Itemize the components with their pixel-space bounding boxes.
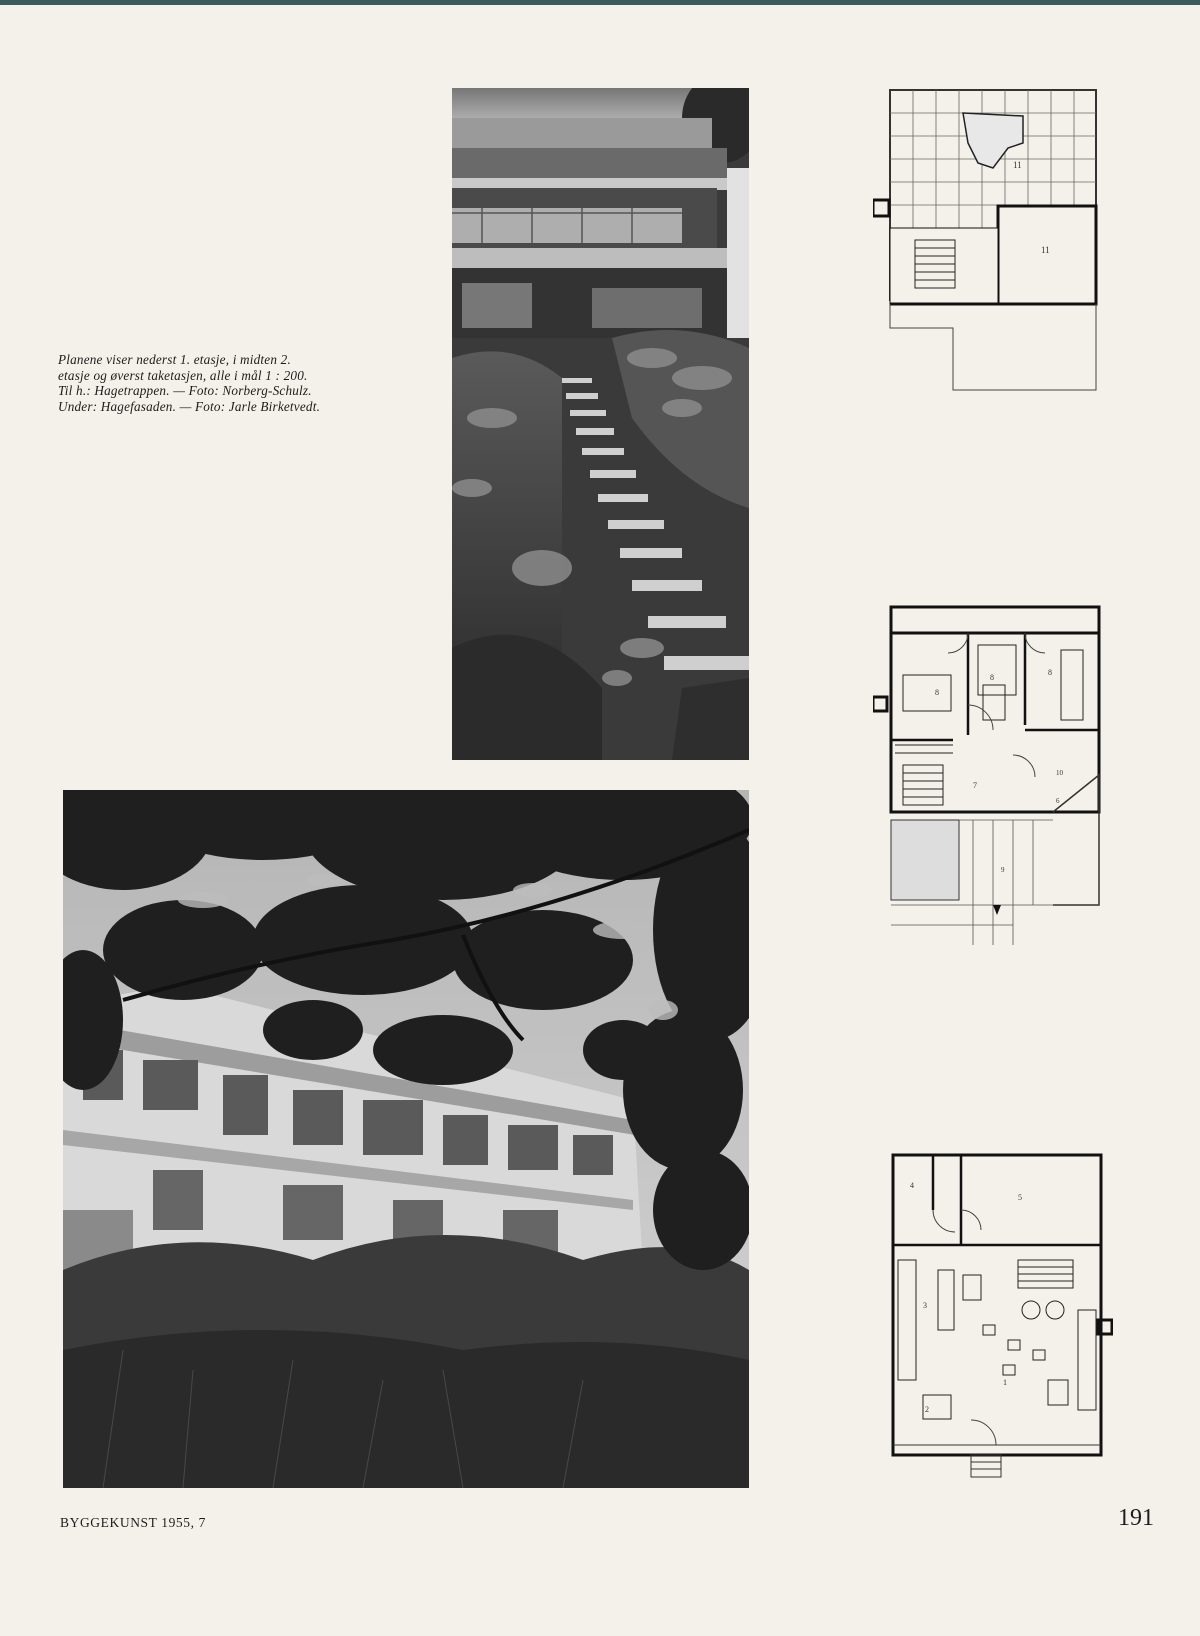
room-number: 2 xyxy=(925,1405,929,1414)
top-border xyxy=(0,0,1200,5)
caption-line: Til h.: Hagetrappen. — Foto: Norberg-Schulz. xyxy=(58,383,312,398)
room-number: 3 xyxy=(923,1301,927,1310)
room-number: 8 xyxy=(935,688,939,697)
photo-caption xyxy=(58,352,388,414)
caption-line: etasje og øverst taketasjen, alle i mål 1 : 200. xyxy=(58,367,308,383)
room-number: 11 xyxy=(1013,160,1022,170)
room-number: 10 xyxy=(1056,769,1063,777)
garden-stairs-photo xyxy=(452,88,749,760)
room-number: 6 xyxy=(1056,797,1060,805)
room-number: 7 xyxy=(973,781,977,790)
room-number: 1 xyxy=(1003,1378,1007,1387)
first-floor-plan xyxy=(873,1150,1113,1480)
caption-line: Planene viser nederst 1. etasje, i midten 2. xyxy=(58,352,291,367)
room-number: 5 xyxy=(1018,1193,1022,1202)
room-number: 8 xyxy=(990,673,994,682)
room-number: 8 xyxy=(1048,668,1052,677)
roof-floor-plan xyxy=(873,88,1103,398)
page-number: 191 xyxy=(1118,1505,1154,1531)
room-number: 11 xyxy=(1041,245,1050,255)
second-floor-plan xyxy=(873,605,1103,950)
journal-footer: BYGGEKUNST 1955, 7 xyxy=(60,1515,206,1530)
room-number: 9 xyxy=(1001,866,1005,874)
garden-facade-photo xyxy=(63,790,749,1488)
room-number: 4 xyxy=(910,1181,914,1190)
caption-line: Under: Hagefasaden. — Foto: Jarle Birketvedt. xyxy=(58,398,321,414)
